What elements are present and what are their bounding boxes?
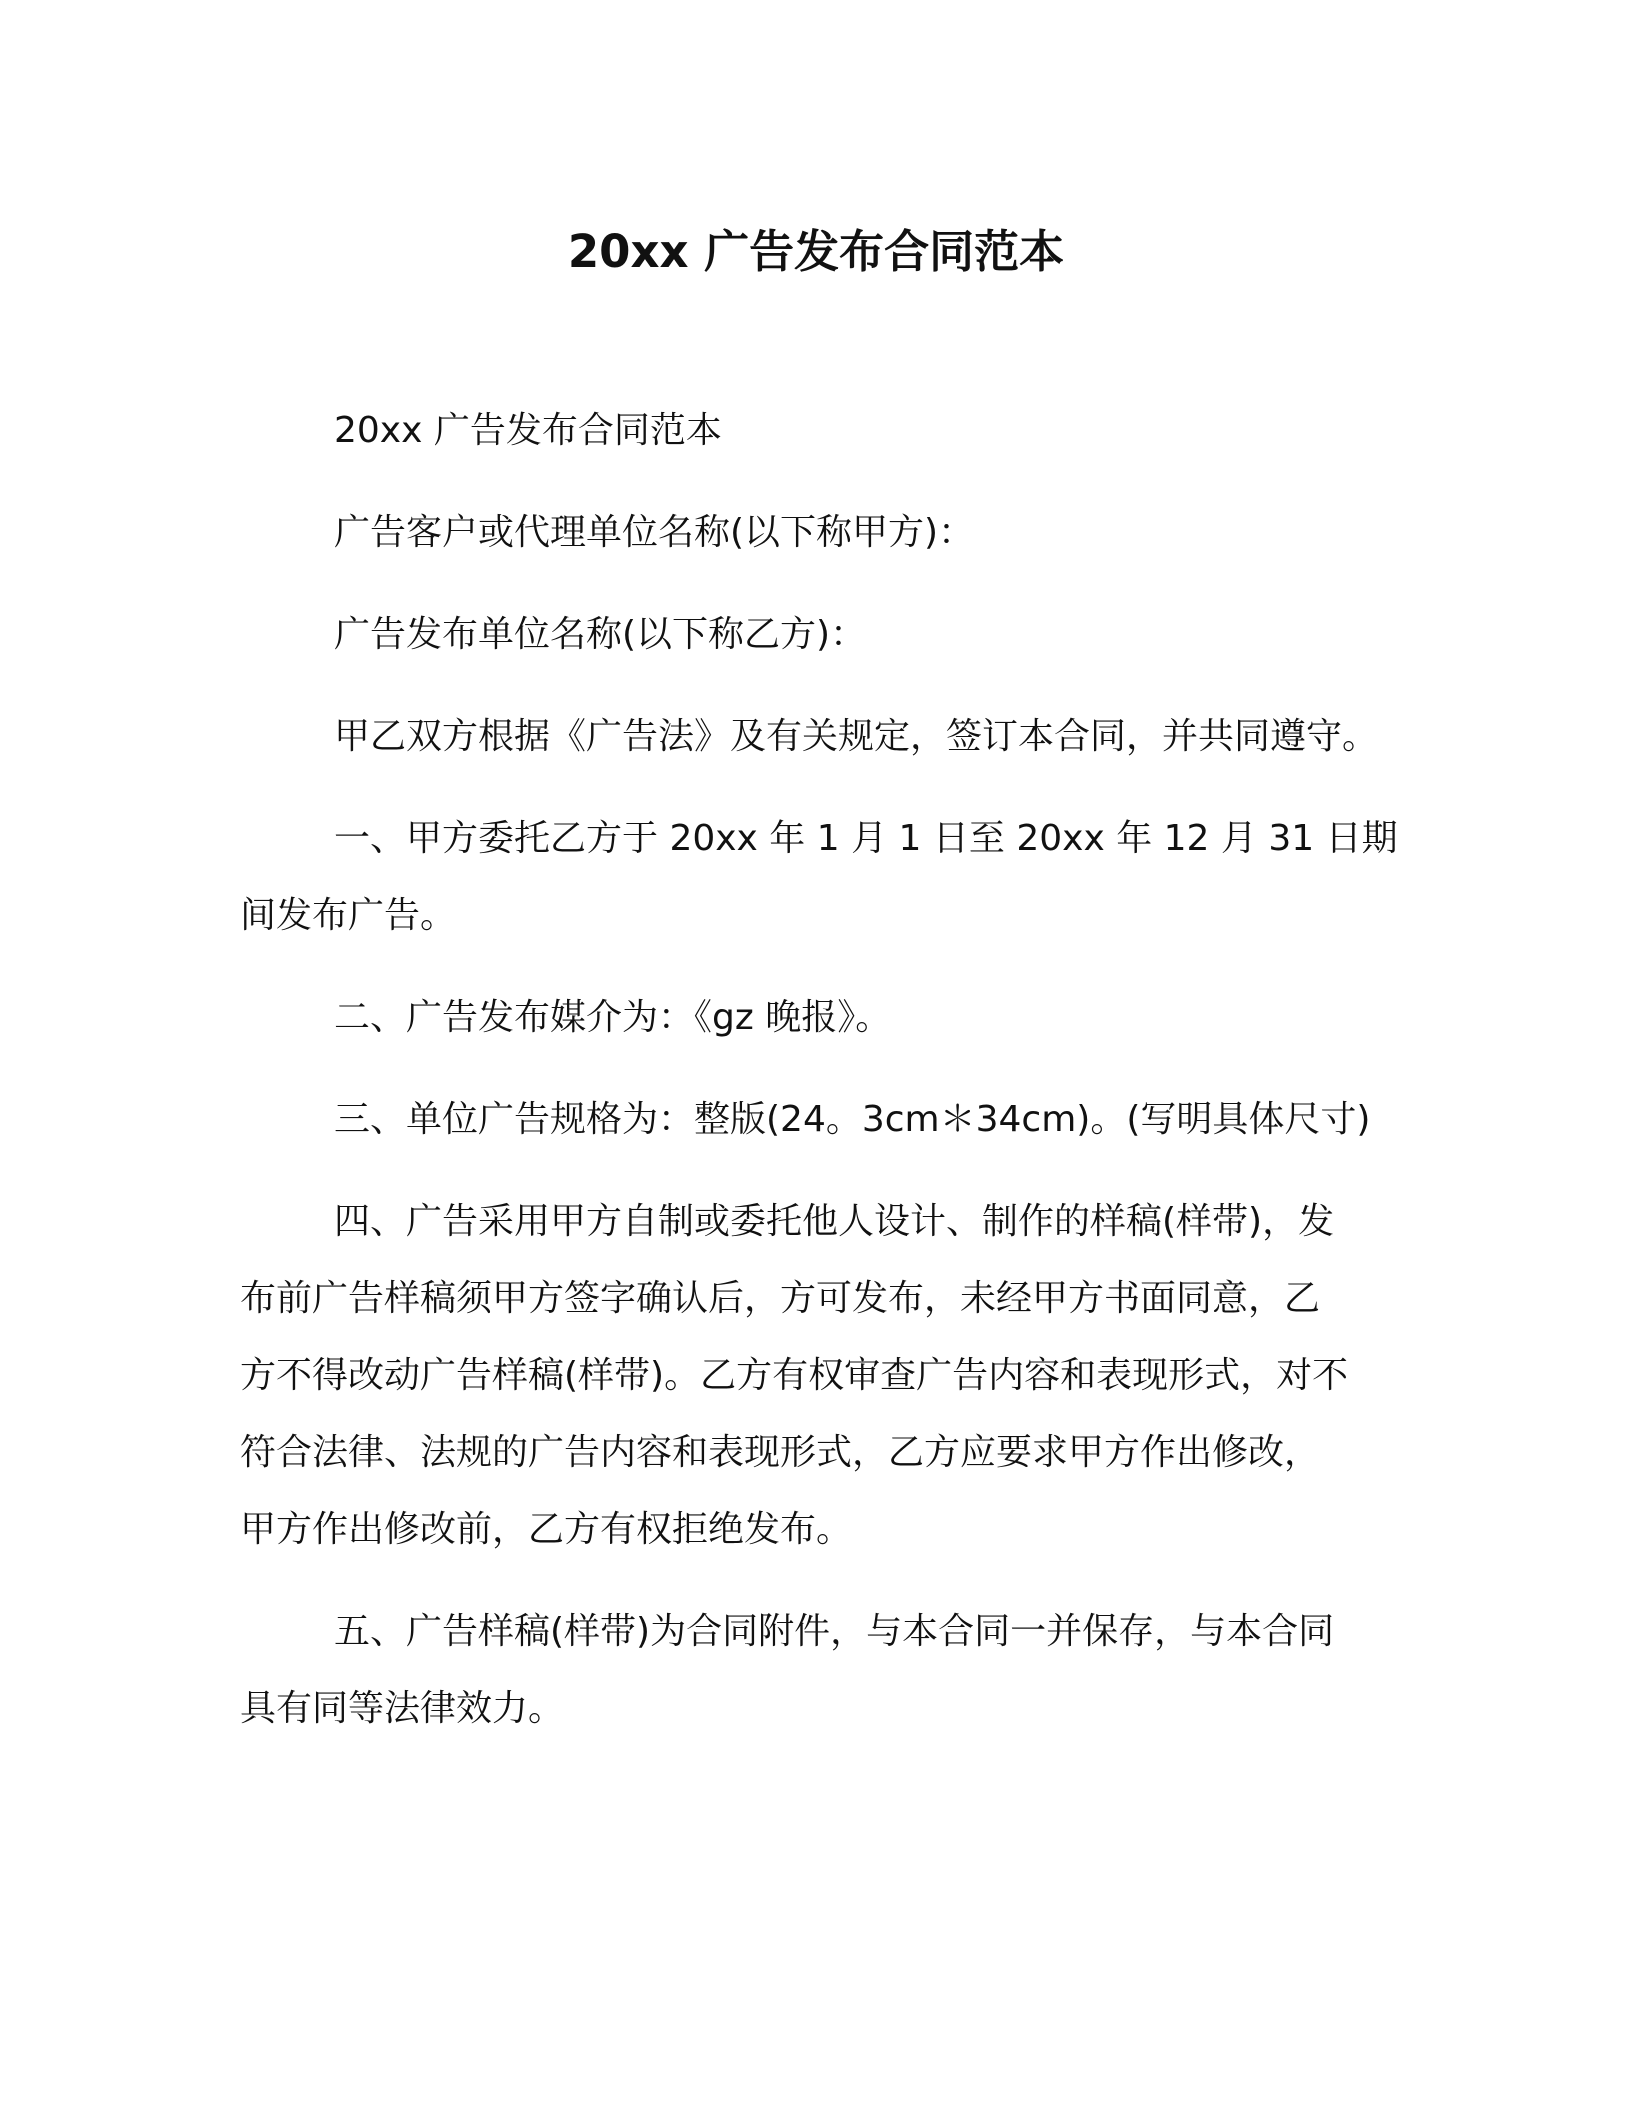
paragraph-line: 广告客户或代理单位名称(以下称甲方)：: [334, 512, 975, 553]
paragraph-line: 五、广告样稿(样带)为合同附件，与本合同一并保存，与本合同: [334, 1611, 1335, 1652]
clause-2: [240, 979, 1390, 1056]
paragraph-line: 方不得改动广告样稿(样带)。乙方有权审查广告内容和表现形式，对不: [240, 1355, 1349, 1396]
paragraph-line: 间发布广告。: [240, 895, 457, 936]
paragraph-line: 二、广告发布媒介为：《gz 晚报》。: [334, 997, 892, 1038]
paragraph-subtitle: [240, 392, 1390, 469]
paragraph-line: 甲乙双方根据《广告法》及有关规定，签订本合同，并共同遵守。: [334, 716, 1379, 757]
paragraph-line: 20xx 广告发布合同范本: [334, 410, 722, 451]
paragraph-party-a: [240, 494, 1390, 571]
paragraph-line: 一、甲方委托乙方于 20xx 年 1 月 1 日至 20xx 年 12 月 31 日期: [334, 818, 1398, 859]
paragraph-party-b: [240, 596, 1390, 673]
paragraph-line: 甲方作出修改前，乙方有权拒绝发布。: [240, 1509, 853, 1550]
paragraph-line: 三、单位广告规格为：整版(24。3cm＊34cm)。(写明具体尺寸): [334, 1099, 1371, 1140]
clause-5: [240, 1593, 1390, 1747]
clause-3: [240, 1081, 1390, 1158]
paragraph-line: 具有同等法律效力。: [240, 1688, 565, 1729]
paragraph-line: 四、广告采用甲方自制或委托他人设计、制作的样稿(样带)，发: [334, 1201, 1335, 1242]
paragraph-line: 广告发布单位名称(以下称乙方)：: [334, 614, 867, 655]
document-title: 20xx 广告发布合同范本: [567, 225, 1065, 278]
document-body: [240, 392, 1398, 1772]
paragraph-line: 符合法律、法规的广告内容和表现形式，乙方应要求甲方作出修改，: [240, 1432, 1321, 1473]
clause-1: [240, 800, 1398, 954]
clause-4: [240, 1183, 1390, 1568]
paragraph-preamble: [240, 698, 1390, 775]
paragraph-line: 布前广告样稿须甲方签字确认后，方可发布，未经甲方书面同意，乙: [240, 1278, 1321, 1319]
